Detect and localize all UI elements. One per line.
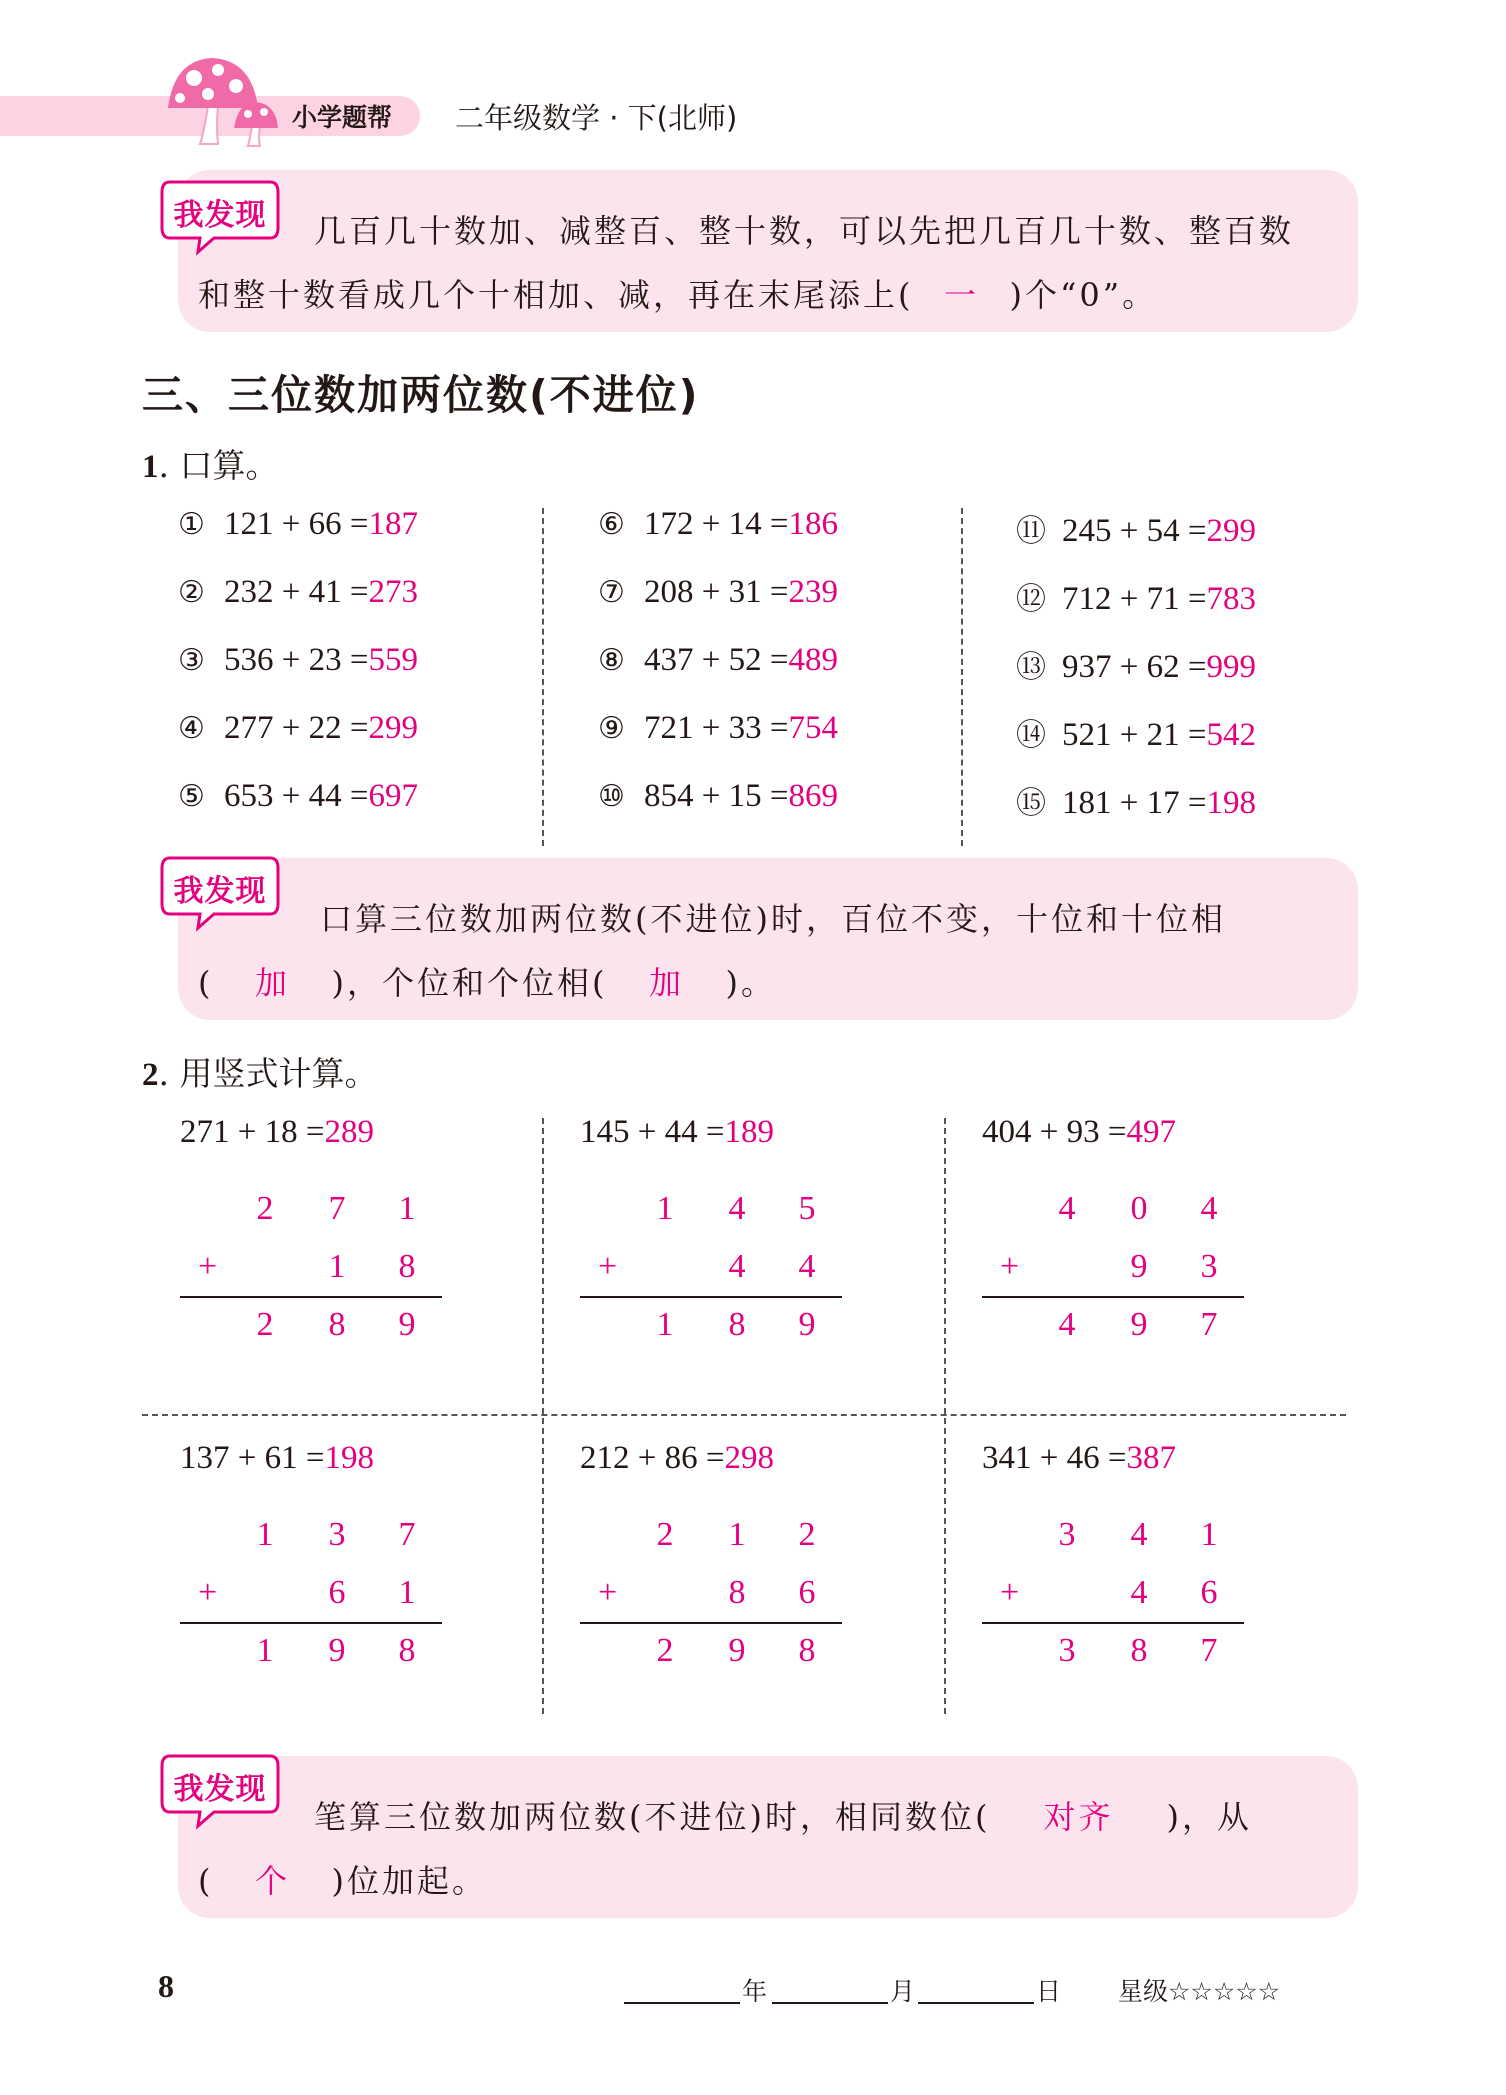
calc-digit: 2 [256,1190,274,1227]
day-blank [918,2002,1034,2004]
column-divider [542,508,544,846]
mental-math-item [1016,642,1256,686]
item-number: ⑤ [178,779,205,814]
item-answer: 869 [788,778,838,814]
calc-digit: 3 [1058,1632,1076,1669]
item-number: ⑧ [598,643,625,678]
item-number: ⑥ [598,507,625,542]
calc-digit: 1 [1200,1516,1218,1553]
calc-digit: 4 [1058,1190,1076,1227]
plus-sign: + [1000,1248,1020,1285]
item-expression: 712 + 71 = [1062,581,1207,617]
discover-1-answer: 一 [943,276,979,314]
item-answer: 299 [368,710,418,746]
calc-digit: 1 [728,1516,746,1553]
discover-2-line-1: 口算三位数加两位数(不进位)时，百位不变，十位和十位相 [320,900,1226,938]
discover-3-answer-2: 个 [254,1862,290,1900]
mental-math-item [178,642,418,679]
discover-3-text-a: 笔算三位数加两位数(不进位)时，相同数位( [314,1798,991,1836]
discover-3-open: ( [198,1862,214,1900]
discover-box-1 [178,170,1358,332]
calc-digit: 2 [256,1306,274,1343]
calc-digit: 9 [798,1306,816,1343]
item-answer: 299 [1206,513,1256,549]
calc-digit: 6 [328,1574,346,1611]
calc-digit: 6 [798,1574,816,1611]
item-expression: 854 + 15 = [644,778,789,814]
mental-math-item [1016,710,1256,754]
item-answer: 542 [1206,717,1256,753]
plus-sign: + [1000,1574,1020,1611]
item-number: ⑬ [1016,650,1046,685]
calc-digit: 8 [398,1248,416,1285]
calc-digit: 7 [1200,1632,1218,1669]
problem-expression: 212 + 86 = [580,1440,725,1476]
calc-digit: 0 [1130,1190,1148,1227]
calc-digit: 3 [328,1516,346,1553]
calc-digit: 1 [656,1190,674,1227]
item-number: ⑮ [1016,786,1046,821]
vertical-problem-title [580,1440,774,1477]
mental-math-item [598,710,838,747]
problem-answer: 289 [324,1114,374,1150]
item-expression: 653 + 44 = [224,778,369,814]
discover-badge-1 [158,176,282,256]
calc-digit: 9 [1130,1248,1148,1285]
mental-math-item [178,710,418,747]
year-label: 年 [742,1977,768,2006]
discover-2-answer-1: 加 [254,964,290,1002]
problem-expression: 341 + 46 = [982,1440,1127,1476]
discover-1-line-1: 几百几十数加、减整百、整十数，可以先把几百几十数、整百数 [314,212,1295,250]
item-answer: 783 [1206,581,1256,617]
item-number: ① [178,507,205,542]
item-number: ⑩ [598,779,625,814]
mental-math-item [598,778,838,815]
star-rating: 星级☆☆☆☆☆ [1118,1977,1281,2006]
discover-3-answer-1: 对齐 [1043,1798,1114,1836]
mental-math-item [1016,574,1256,618]
item-answer: 239 [788,574,838,610]
calc-digit: 1 [398,1574,416,1611]
cell-divider [542,1118,544,1714]
discover-2-answer-2: 加 [648,964,684,1002]
calc-digit: 8 [728,1574,746,1611]
year-blank [624,2002,740,2004]
discover-badge-2 [158,852,282,932]
calc-rule-line [982,1296,1244,1298]
page-number: 8 [158,1968,174,2004]
item-expression: 437 + 52 = [644,642,789,678]
discover-3-line-1 [314,1792,1252,1838]
calc-digit: 1 [656,1306,674,1343]
item-expression: 536 + 23 = [224,642,369,678]
question-2-label: . 用竖式计算。 [158,1054,378,1093]
mental-math-item [1016,778,1256,822]
vertical-problem-title [982,1440,1176,1477]
problem-expression: 271 + 18 = [180,1114,325,1150]
calc-rule-line [580,1296,842,1298]
problem-answer: 298 [724,1440,774,1476]
item-answer: 489 [788,642,838,678]
item-expression: 277 + 22 = [224,710,369,746]
row-divider [142,1414,1346,1416]
calc-digit: 8 [398,1632,416,1669]
brand-name: 小学题帮 [292,103,393,132]
item-answer: 697 [368,778,418,814]
item-number: ② [178,575,205,610]
plus-sign: + [198,1574,218,1611]
calc-digit: 4 [1058,1306,1076,1343]
item-answer: 559 [368,642,418,678]
item-number: ⑫ [1016,582,1046,617]
item-expression: 245 + 54 = [1062,513,1207,549]
discover-box-2 [178,858,1358,1020]
question-1-label: . 口算。 [158,446,279,485]
plus-sign: + [598,1574,618,1611]
calc-digit: 8 [328,1306,346,1343]
problem-answer: 497 [1126,1114,1176,1150]
item-number: ⑪ [1016,514,1046,549]
item-answer: 754 [788,710,838,746]
mental-math-item [178,574,418,611]
discover-3-line-2 [198,1856,487,1902]
calc-digit: 6 [1200,1574,1218,1611]
calc-digit: 4 [728,1248,746,1285]
discover-box-3 [178,1756,1358,1918]
item-expression: 521 + 21 = [1062,717,1207,753]
discover-2-mid: )，个位和个位相( [331,964,608,1002]
discover-1-text-a: 和整十数看成几个十相加、减，再在末尾添上( [198,276,914,314]
item-number: ③ [178,643,205,678]
calc-digit: 1 [398,1190,416,1227]
vertical-problem-title [580,1114,774,1151]
problem-answer: 189 [724,1114,774,1150]
item-answer: 999 [1206,649,1256,685]
calc-rule-line [180,1622,442,1624]
discover-2-line-2 [198,958,776,1004]
calc-digit: 4 [1130,1516,1148,1553]
calc-digit: 1 [256,1516,274,1553]
problem-answer: 387 [1126,1440,1176,1476]
calc-rule-line [580,1622,842,1624]
item-number: ⑭ [1016,718,1046,753]
book-title: 二年级数学 · 下(北师) [455,101,738,135]
question-2-number: 2 [142,1057,159,1093]
calc-rule-line [180,1296,442,1298]
item-answer: 273 [368,574,418,610]
discover-3-text-b: )，从 [1166,1798,1252,1836]
calc-digit: 5 [798,1190,816,1227]
item-answer: 186 [788,506,838,542]
discover-2-open: ( [198,964,214,1002]
calc-digit: 7 [328,1190,346,1227]
discover-2-close: )。 [725,964,776,1002]
plus-sign: + [598,1248,618,1285]
calc-digit: 4 [1200,1190,1218,1227]
item-number: ④ [178,711,205,746]
item-expression: 232 + 41 = [224,574,369,610]
mental-math-item [598,642,838,679]
item-answer: 198 [1206,785,1256,821]
calc-digit: 8 [728,1306,746,1343]
vertical-problem-title [180,1114,374,1151]
problem-answer: 198 [324,1440,374,1476]
problem-expression: 137 + 61 = [180,1440,325,1476]
item-answer: 187 [368,506,418,542]
discover-badge-3 [158,1750,282,1830]
mental-math-item [1016,506,1256,550]
problem-expression: 145 + 44 = [580,1114,725,1150]
calc-digit: 2 [656,1516,674,1553]
discover-1-line-2 [198,270,1157,316]
calc-digit: 8 [1130,1632,1148,1669]
calc-digit: 1 [256,1632,274,1669]
item-number: ⑨ [598,711,625,746]
mental-math-item [178,778,418,815]
calc-digit: 9 [398,1306,416,1343]
vertical-problem-title [982,1114,1176,1151]
item-expression: 208 + 31 = [644,574,789,610]
item-expression: 121 + 66 = [224,506,369,542]
calc-rule-line [982,1622,1244,1624]
vertical-problem-title [180,1440,374,1477]
cell-divider [944,1118,946,1714]
question-2-title [142,1048,377,1095]
item-expression: 172 + 14 = [644,506,789,542]
calc-digit: 2 [656,1632,674,1669]
mental-math-item [598,506,838,543]
discover-1-text-b: )个“0”。 [1009,276,1158,314]
mental-math-item [598,574,838,611]
calc-digit: 3 [1200,1248,1218,1285]
item-number: ⑦ [598,575,625,610]
mushroom-logo-icon [160,52,290,148]
calc-digit: 7 [398,1516,416,1553]
mental-math-item [178,506,418,543]
calc-digit: 8 [798,1632,816,1669]
plus-sign: + [198,1248,218,1285]
item-expression: 937 + 62 = [1062,649,1207,685]
item-expression: 181 + 17 = [1062,785,1207,821]
calc-digit: 9 [328,1632,346,1669]
month-blank [772,2002,888,2004]
calc-digit: 7 [1200,1306,1218,1343]
calc-digit: 4 [1130,1574,1148,1611]
badge-label: 我发现 [173,874,267,909]
item-expression: 721 + 33 = [644,710,789,746]
calc-digit: 2 [798,1516,816,1553]
calc-digit: 9 [728,1632,746,1669]
section-title: 三、三位数加两位数(不进位) [142,371,700,419]
badge-label: 我发现 [173,1772,267,1807]
calc-digit: 9 [1130,1306,1148,1343]
badge-label: 我发现 [173,198,267,233]
day-label: 日 [1036,1977,1062,2006]
column-divider [961,508,963,846]
calc-digit: 3 [1058,1516,1076,1553]
question-1-title [142,440,278,487]
question-1-number: 1 [142,449,159,485]
problem-expression: 404 + 93 = [982,1114,1127,1150]
calc-digit: 4 [798,1248,816,1285]
discover-3-close: )位加起。 [331,1862,487,1900]
calc-digit: 4 [728,1190,746,1227]
month-label: 月 [890,1977,916,2006]
calc-digit: 1 [328,1248,346,1285]
